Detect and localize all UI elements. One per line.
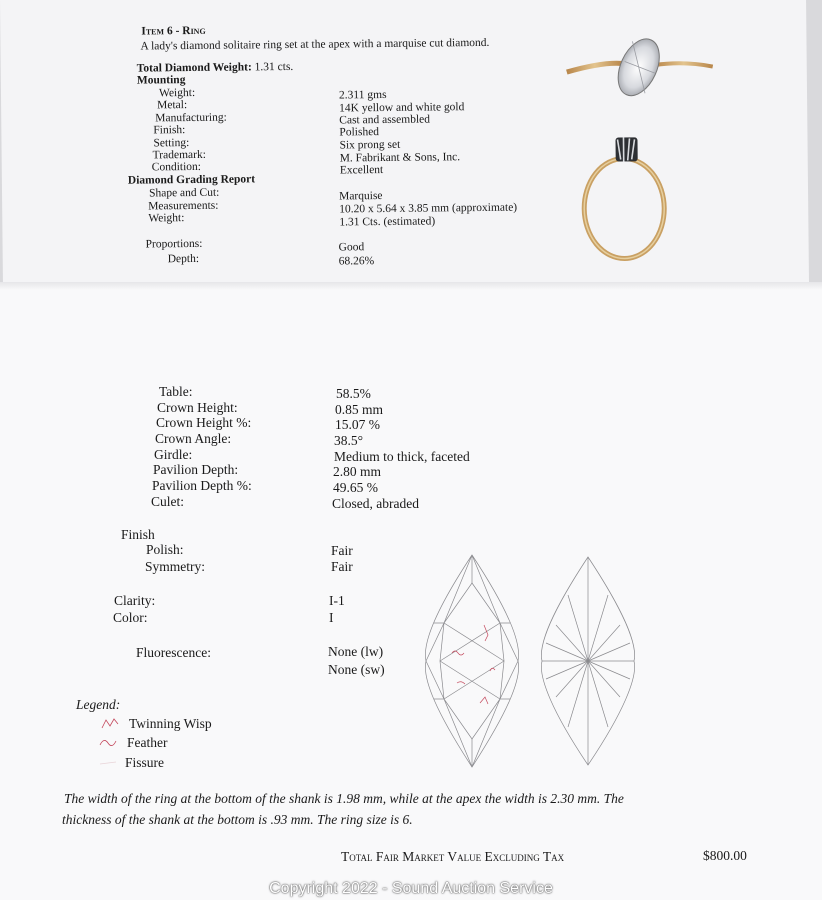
mounting-value-finish: Polished	[339, 126, 380, 139]
notes-line-2: thickness of the shank at the bottom is .93 mm. The ring size is 6.	[62, 812, 413, 827]
clarity-label: Clarity:	[114, 593, 156, 608]
crown-height-pct-label: Crown Height %:	[156, 415, 252, 430]
symmetry-value: Fair	[331, 559, 353, 574]
depth-label: Depth:	[167, 252, 200, 266]
legend-item-fissure: Fissure	[125, 755, 165, 770]
bottom-sheet	[0, 282, 822, 900]
legend-item-feather: Feather	[127, 735, 168, 750]
fair-market-value-label: Total Fair Market Value Excluding Tax	[341, 849, 565, 864]
pavilion-depth-label: Pavilion Depth:	[153, 462, 239, 477]
finish-heading: Finish	[121, 527, 155, 542]
crown-height-pct-value: 15.07 %	[335, 417, 380, 432]
mounting-label-trademark: Trademark:	[152, 148, 206, 162]
proportions-value: Good	[338, 241, 365, 254]
item-title: Item 6 - Ring	[141, 24, 206, 38]
culet-label: Culet:	[151, 494, 184, 509]
crown-height-label: Crown Height:	[157, 400, 238, 415]
grading-value-measurements: 10.20 x 5.64 x 3.85 mm (approximate)	[339, 201, 518, 216]
table-label: Table:	[159, 384, 193, 399]
depth-value: 68.26%	[338, 255, 375, 268]
fluorescence-label: Fluorescence:	[136, 645, 211, 660]
symmetry-label: Symmetry:	[145, 559, 205, 574]
polish-label: Polish:	[146, 542, 184, 557]
ring-top-view-image	[562, 30, 719, 114]
pavilion-depth-pct-label: Pavilion Depth %:	[152, 478, 252, 493]
crown-height-value: 0.85 mm	[335, 402, 384, 417]
mounting-label-setting: Setting:	[153, 137, 190, 150]
ring-side-view-image	[573, 133, 674, 264]
mounting-heading: Mounting	[136, 74, 186, 87]
mounting-value-manufacturing: Cast and assembled	[339, 113, 431, 127]
legend-item-twinning-wisp: Twinning Wisp	[129, 716, 212, 731]
grading-heading: Diamond Grading Report	[127, 173, 256, 187]
total-weight	[137, 61, 294, 75]
grading-label-shape: Shape and Cut:	[148, 186, 220, 200]
item-description: A lady's diamond solitaire ring set at the apex with a marquise cut diamond.	[140, 36, 490, 53]
crown-facet-diagram	[422, 553, 522, 769]
grading-value-shape: Marquise	[339, 190, 383, 203]
copyright-watermark: Copyright 2022 - Sound Auction Service	[269, 880, 553, 897]
fluorescence-lw-value: None (lw)	[328, 644, 384, 659]
grading-value-weight: 1.31 Cts. (estimated)	[339, 215, 436, 229]
mounting-label-finish: Finish:	[153, 124, 186, 137]
crown-angle-label: Crown Angle:	[155, 431, 232, 446]
girdle-label: Girdle:	[154, 447, 193, 462]
girdle-value: Medium to thick, faceted	[334, 449, 470, 464]
pavilion-depth-pct-value: 49.65 %	[333, 480, 378, 495]
mounting-value-trademark: M. Fabrikant & Sons, Inc.	[339, 151, 461, 165]
table-value: 58.5%	[336, 386, 371, 401]
mounting-value-condition: Excellent	[339, 163, 384, 177]
twinning-wisp-icon	[100, 716, 120, 730]
fair-market-value-amount: $800.00	[703, 848, 747, 863]
mounting-label-metal: Metal:	[157, 99, 188, 112]
clarity-value: I-1	[329, 593, 345, 608]
top-sheet	[0, 0, 809, 298]
pavilion-depth-value: 2.80 mm	[333, 464, 382, 479]
crown-angle-value: 38.5°	[334, 433, 364, 448]
mounting-label-condition: Condition:	[151, 160, 202, 174]
grading-label-weight: Weight:	[148, 212, 185, 225]
mounting-value-weight: 2.311 gms	[338, 88, 387, 102]
feather-icon	[98, 735, 118, 749]
color-value: I	[329, 610, 334, 625]
color-label: Color:	[113, 610, 148, 625]
mounting-value-setting: Six prong set	[339, 138, 401, 152]
legend-heading: Legend:	[76, 697, 121, 712]
notes-line-1: The width of the ring at the bottom of the shank is 1.98 mm, while at the apex the width is 2.30 mm. The	[64, 791, 624, 806]
fluorescence-sw-value: None (sw)	[328, 662, 385, 677]
grading-label-measurements: Measurements:	[148, 199, 219, 213]
mounting-value-metal: 14K yellow and white gold	[339, 101, 465, 115]
pavilion-facet-diagram	[538, 555, 638, 767]
fissure-icon	[98, 756, 118, 768]
proportions-label: Proportions:	[145, 237, 203, 251]
total-weight-label: Total Diamond Weight:	[136, 61, 252, 75]
mounting-label-manufacturing: Manufacturing:	[155, 111, 227, 125]
mounting-label-weight: Weight:	[158, 86, 196, 100]
culet-value: Closed, abraded	[332, 496, 419, 511]
polish-value: Fair	[331, 543, 353, 558]
total-weight-value: 1.31 cts.	[254, 60, 294, 74]
